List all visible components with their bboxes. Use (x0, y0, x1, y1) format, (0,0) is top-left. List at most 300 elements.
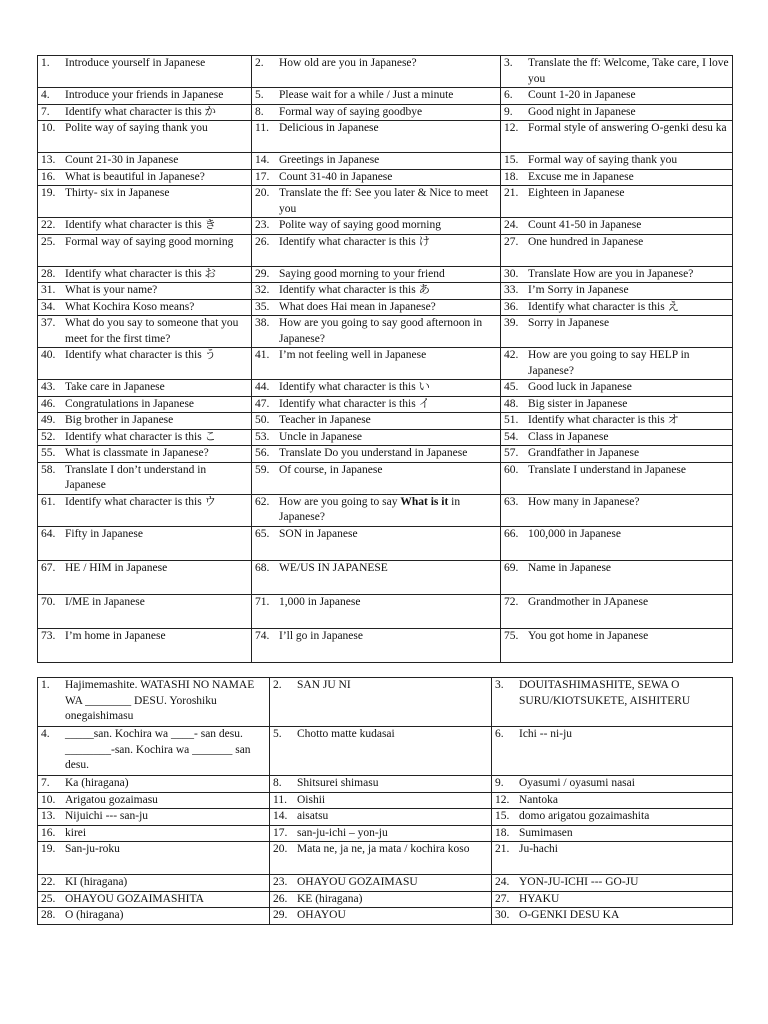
question-cell (501, 413, 733, 430)
question-number: 9. (504, 105, 513, 118)
question-number: 59. (255, 463, 270, 476)
question-cell (38, 494, 252, 526)
answer-text: YON-JU-ICHI --- GO-JU (519, 876, 639, 888)
question-cell (252, 104, 501, 121)
question-number: 38. (255, 317, 270, 329)
answer-number: 25. (41, 892, 56, 905)
answer-cell (270, 842, 492, 875)
questions-table (37, 55, 733, 663)
question-text: Identify what character is this き (65, 219, 217, 231)
question-number: 46. (41, 397, 56, 410)
questions-body (38, 56, 733, 663)
answer-text: Nijuichi --- san-ju (65, 810, 149, 822)
question-number: 31. (41, 284, 56, 296)
answer-text: O-GENKI DESU KA (519, 909, 620, 921)
question-cell (38, 413, 252, 430)
question-number: 54. (504, 430, 519, 443)
question-cell (501, 234, 733, 266)
answer-number: 13. (41, 810, 56, 822)
question-text: Count 31-40 in Japanese (279, 170, 393, 183)
question-number: 34. (41, 300, 56, 313)
answer-text: DOUITASHIMASHITE, SEWA O SURU/KIOTSUKETE, AISHITERU (519, 679, 691, 707)
question-row (38, 218, 733, 235)
question-cell (501, 218, 733, 235)
question-number: 14. (255, 154, 270, 166)
question-number: 58. (41, 463, 56, 476)
answer-cell (492, 842, 733, 875)
answers-body (38, 678, 733, 925)
question-text: Fifty in Japanese (65, 527, 143, 540)
question-text: Translate the ff: See you later & Nice to meet you (279, 187, 489, 215)
question-cell (38, 186, 252, 218)
answer-row (38, 678, 733, 727)
answer-cell (492, 678, 733, 727)
question-cell (501, 446, 733, 463)
question-row (38, 396, 733, 413)
question-number: 61. (41, 495, 56, 508)
question-cell (252, 413, 501, 430)
question-row (38, 348, 733, 380)
question-number: 32. (255, 284, 270, 296)
question-text: Identify what character is this イ (279, 397, 431, 410)
answer-cell (38, 875, 270, 892)
answer-text: KE (hiragana) (297, 892, 363, 905)
question-text: Of course, in Japanese (279, 463, 383, 476)
question-row (38, 186, 733, 218)
answer-text: Ka (hiragana) (65, 777, 129, 789)
question-text: What is your name? (65, 284, 158, 296)
question-text: Class in Japanese (528, 430, 609, 443)
question-text: Count 41-50 in Japanese (528, 219, 642, 231)
question-row (38, 462, 733, 494)
question-text: Identify what character is this あ (279, 284, 431, 296)
answer-cell (38, 908, 270, 925)
question-text: How many in Japanese? (528, 495, 640, 508)
question-number: 53. (255, 430, 270, 443)
question-text: Big brother in Japanese (65, 414, 174, 426)
question-text: Translate I don’t understand in Japanese (65, 463, 207, 491)
question-row (38, 266, 733, 283)
question-text-part: How are you going to say (279, 495, 401, 508)
answer-text: Mata ne, ja ne, ja mata / kochira koso (297, 843, 470, 855)
question-text: Identify what character is this か (65, 105, 217, 118)
question-cell (501, 494, 733, 526)
answer-number: 1. (41, 679, 50, 691)
question-row (38, 104, 733, 121)
answer-number: 23. (273, 876, 288, 888)
question-text: Delicious in Japanese (279, 122, 379, 134)
question-number: 71. (255, 595, 270, 608)
question-row (38, 526, 733, 560)
question-cell (501, 348, 733, 380)
question-row (38, 429, 733, 446)
question-cell (38, 56, 252, 88)
answer-text: Arigatou gozaimasu (65, 793, 158, 806)
question-cell (252, 594, 501, 628)
question-number: 18. (504, 170, 519, 183)
answer-number: 15. (495, 810, 510, 822)
question-row (38, 494, 733, 526)
question-cell (38, 446, 252, 463)
question-cell (252, 56, 501, 88)
answer-text: Sumimasen (519, 826, 573, 839)
answer-number: 16. (41, 826, 56, 839)
answer-row (38, 908, 733, 925)
question-text: I’m home in Japanese (65, 629, 166, 642)
question-cell (252, 560, 501, 594)
question-number: 19. (41, 187, 56, 199)
question-row (38, 380, 733, 397)
answer-cell (270, 875, 492, 892)
question-row (38, 283, 733, 300)
answer-cell (492, 727, 733, 776)
question-number: 1. (41, 57, 50, 69)
question-number: 52. (41, 430, 56, 443)
question-cell (501, 380, 733, 397)
question-text: I’m Sorry in Japanese (528, 284, 629, 296)
question-row (38, 628, 733, 662)
question-cell (501, 56, 733, 88)
question-number: 3. (504, 57, 513, 69)
answer-number: 21. (495, 843, 510, 855)
question-cell (38, 88, 252, 105)
question-cell (38, 104, 252, 121)
answer-cell (38, 825, 270, 842)
question-text: Identify what character is this い (279, 381, 431, 393)
question-text: Good luck in Japanese (528, 381, 632, 393)
answer-text: Ichi -- ni-ju (519, 728, 573, 740)
answer-cell (492, 776, 733, 793)
answer-text: OHAYOU (297, 909, 346, 921)
question-cell (252, 429, 501, 446)
question-number: 30. (504, 267, 519, 280)
question-cell (38, 396, 252, 413)
question-cell (252, 526, 501, 560)
question-text: Teacher in Japanese (279, 414, 371, 426)
question-cell (252, 628, 501, 662)
question-number: 66. (504, 527, 519, 540)
answer-row (38, 792, 733, 809)
answer-number: 27. (495, 892, 510, 905)
answer-number: 10. (41, 793, 56, 806)
question-number: 47. (255, 397, 270, 410)
question-text: How are you going to say good afternoon in Japanese? (279, 317, 483, 345)
question-number: 27. (504, 235, 519, 248)
question-cell (38, 169, 252, 186)
question-number: 25. (41, 235, 56, 248)
answer-text: Oishii (297, 793, 326, 806)
question-cell (252, 186, 501, 218)
question-text: Uncle in Japanese (279, 430, 363, 443)
question-cell (38, 299, 252, 316)
question-text: Translate the ff: Welcome, Take care, I love you (528, 57, 729, 85)
question-cell (501, 299, 733, 316)
question-number: 20. (255, 187, 270, 199)
question-cell (252, 121, 501, 153)
answer-text: _____san. Kochira wa ____- san desu. ________-san. Kochira wa _______ san desu. (65, 728, 251, 771)
answer-cell (492, 891, 733, 908)
question-number: 48. (504, 397, 519, 410)
question-number: 4. (41, 89, 50, 101)
question-text: Identify what character is this え (528, 300, 680, 313)
question-cell (38, 348, 252, 380)
question-number: 75. (504, 629, 519, 642)
question-text: Take care in Japanese (65, 381, 165, 393)
question-number: 7. (41, 105, 50, 118)
question-cell (501, 186, 733, 218)
question-number: 15. (504, 154, 519, 166)
question-number: 40. (41, 349, 56, 361)
question-text: Sorry in Japanese (528, 317, 610, 329)
answer-number: 26. (273, 892, 288, 905)
answer-row (38, 825, 733, 842)
answer-cell (38, 776, 270, 793)
question-cell (501, 121, 733, 153)
question-cell (252, 494, 501, 526)
question-cell (501, 104, 733, 121)
question-number: 26. (255, 235, 270, 248)
answer-row (38, 891, 733, 908)
answer-number: 30. (495, 909, 510, 921)
answer-row (38, 809, 733, 826)
question-cell (38, 266, 252, 283)
question-text: What do you say to someone that you meet for the first time? (65, 317, 239, 345)
answer-cell (270, 792, 492, 809)
answer-number: 7. (41, 777, 50, 789)
question-cell (501, 266, 733, 283)
question-text: How are you going to say HELP in Japanese? (528, 349, 690, 377)
question-number: 60. (504, 463, 519, 476)
question-cell (38, 628, 252, 662)
answer-cell (492, 825, 733, 842)
question-number: 67. (41, 561, 56, 574)
question-text: What Kochira Koso means? (65, 300, 195, 313)
question-text: Introduce yourself in Japanese (65, 57, 206, 69)
question-number: 62. (255, 495, 270, 508)
question-cell (38, 121, 252, 153)
answer-text: OHAYOU GOZAIMASHITA (65, 892, 204, 905)
question-number: 39. (504, 317, 519, 329)
question-text: Grandfather in Japanese (528, 447, 640, 459)
question-number: 2. (255, 57, 264, 69)
question-row (38, 413, 733, 430)
question-number: 64. (41, 527, 56, 540)
answer-number: 2. (273, 679, 282, 691)
question-text (279, 495, 498, 526)
question-row (38, 234, 733, 266)
answer-cell (38, 727, 270, 776)
question-text: Name in Japanese (528, 561, 612, 574)
question-number: 5. (255, 89, 264, 101)
question-number: 45. (504, 381, 519, 393)
question-text: What is classmate in Japanese? (65, 447, 209, 459)
answer-number: 20. (273, 843, 288, 855)
question-row (38, 153, 733, 170)
question-text: 100,000 in Japanese (528, 527, 621, 540)
answer-text: aisatsu (297, 810, 329, 822)
answer-text: Chotto matte kudasai (297, 728, 395, 740)
answer-text: Ju-hachi (519, 843, 558, 855)
answer-number: 24. (495, 876, 510, 888)
answer-cell (38, 678, 270, 727)
question-text: You got home in Japanese (528, 629, 649, 642)
question-row (38, 594, 733, 628)
answer-number: 11. (273, 793, 287, 806)
question-number: 49. (41, 414, 56, 426)
answer-cell (38, 809, 270, 826)
answer-cell (492, 875, 733, 892)
answer-row (38, 875, 733, 892)
answer-cell (492, 809, 733, 826)
question-number: 70. (41, 595, 56, 608)
answer-cell (270, 809, 492, 826)
answer-number: 28. (41, 909, 56, 921)
question-number: 35. (255, 300, 270, 313)
answer-cell (270, 825, 492, 842)
question-cell (501, 560, 733, 594)
answer-number: 29. (273, 909, 288, 921)
question-number: 57. (504, 447, 519, 459)
question-cell (501, 429, 733, 446)
question-cell (38, 462, 252, 494)
answer-row (38, 842, 733, 875)
question-text: Polite way of saying good morning (279, 219, 441, 231)
answer-row (38, 776, 733, 793)
answer-cell (38, 792, 270, 809)
question-number: 13. (41, 154, 56, 166)
answer-text: San-ju-roku (65, 843, 120, 855)
answer-number: 17. (273, 826, 288, 839)
question-number: 21. (504, 187, 519, 199)
question-text: Identify what character is this オ (528, 414, 680, 426)
answer-number: 22. (41, 876, 56, 888)
answer-cell (270, 891, 492, 908)
question-text: Congratulations in Japanese (65, 397, 195, 410)
answers-table (37, 677, 733, 925)
question-cell (38, 560, 252, 594)
question-text: I’m not feeling well in Japanese (279, 349, 427, 361)
question-cell (501, 88, 733, 105)
question-number: 41. (255, 349, 270, 361)
question-text-part: in Japanese? (279, 495, 461, 523)
question-text: What is beautiful in Japanese? (65, 170, 205, 183)
question-cell (501, 396, 733, 413)
question-text: Formal way of saying goodbye (279, 105, 423, 118)
answer-cell (270, 678, 492, 727)
question-number: 16. (41, 170, 56, 183)
question-number: 37. (41, 317, 56, 329)
question-cell (38, 429, 252, 446)
question-text: What does Hai mean in Japanese? (279, 300, 436, 313)
question-cell (501, 462, 733, 494)
answer-text: OHAYOU GOZAIMASU (297, 876, 418, 888)
question-cell (501, 153, 733, 170)
answer-cell (270, 727, 492, 776)
question-number: 42. (504, 349, 519, 361)
question-cell (38, 526, 252, 560)
answer-number: 5. (273, 728, 282, 740)
question-row (38, 56, 733, 88)
answer-text: SAN JU NI (297, 679, 351, 691)
answer-number: 14. (273, 810, 288, 822)
question-row (38, 121, 733, 153)
question-text: Identify what character is this う (65, 349, 217, 361)
question-text: Identify what character is this お (65, 267, 217, 280)
question-text: Translate I understand in Japanese (528, 463, 686, 476)
answer-text: kirei (65, 826, 87, 839)
answer-text: Nantoka (519, 793, 558, 806)
question-text: One hundred in Japanese (528, 235, 644, 248)
answer-text: san-ju-ichi – yon-ju (297, 826, 388, 839)
question-cell (252, 380, 501, 397)
answer-number: 19. (41, 843, 56, 855)
question-text: WE/US IN JAPANESE (279, 561, 388, 574)
question-text: Translate How are you in Japanese? (528, 267, 694, 280)
question-row (38, 560, 733, 594)
question-cell (252, 218, 501, 235)
question-number: 17. (255, 170, 270, 183)
question-number: 56. (255, 447, 270, 459)
question-text: Identify what character is this ウ (65, 495, 217, 508)
question-number: 24. (504, 219, 519, 231)
question-text: Formal way of saying thank you (528, 154, 678, 166)
question-text: SON in Japanese (279, 527, 358, 540)
question-text: 1,000 in Japanese (279, 595, 361, 608)
question-cell (252, 88, 501, 105)
question-row (38, 169, 733, 186)
question-cell (252, 266, 501, 283)
answer-cell (270, 908, 492, 925)
question-text: Count 21-30 in Japanese (65, 154, 179, 166)
question-text: Translate Do you understand in Japanese (279, 447, 468, 459)
question-text: Polite way of saying thank you (65, 122, 208, 134)
answer-number: 3. (495, 679, 504, 691)
question-cell (501, 316, 733, 348)
answer-number: 6. (495, 728, 504, 740)
question-number: 74. (255, 629, 270, 642)
answer-number: 8. (273, 777, 282, 789)
answer-text: O (hiragana) (65, 909, 124, 921)
question-cell (252, 396, 501, 413)
question-text: I’ll go in Japanese (279, 629, 363, 642)
question-text: Identify what character is this け (279, 235, 431, 248)
question-row (38, 446, 733, 463)
question-number: 23. (255, 219, 270, 231)
question-number: 44. (255, 381, 270, 393)
question-number: 63. (504, 495, 519, 508)
answer-text: domo arigatou gozaimashita (519, 810, 650, 822)
answer-cell (492, 908, 733, 925)
answer-text: Oyasumi / oyasumi nasai (519, 777, 635, 789)
question-number: 11. (255, 122, 269, 134)
question-cell (252, 169, 501, 186)
answer-cell (38, 842, 270, 875)
answer-cell (38, 891, 270, 908)
question-number: 50. (255, 414, 270, 426)
question-text: HE / HIM in Japanese (65, 561, 168, 574)
question-text: Big sister in Japanese (528, 397, 628, 410)
question-cell (38, 153, 252, 170)
question-cell (501, 628, 733, 662)
answer-row (38, 727, 733, 776)
question-number: 55. (41, 447, 56, 459)
question-row (38, 299, 733, 316)
answer-cell (492, 792, 733, 809)
question-cell (252, 153, 501, 170)
question-text: Excuse me in Japanese (528, 170, 634, 183)
question-cell (501, 594, 733, 628)
question-number: 73. (41, 629, 56, 642)
